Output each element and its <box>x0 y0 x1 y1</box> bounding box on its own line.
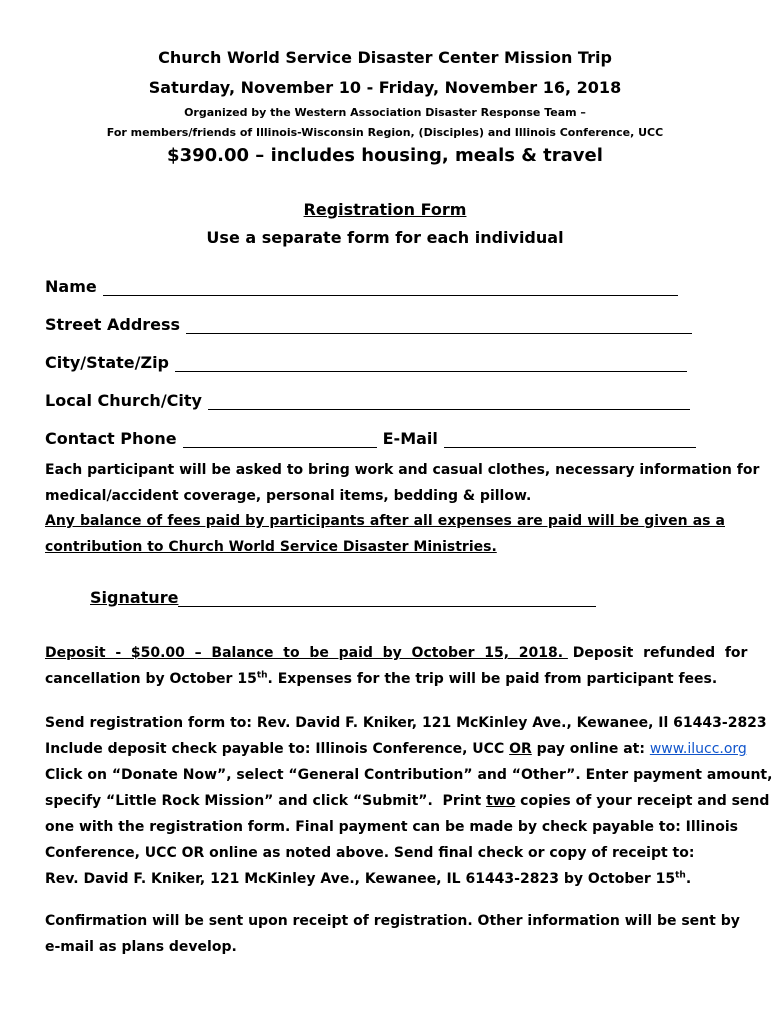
name-label: Name <box>45 277 97 296</box>
send-instructions-paragraph <box>45 710 772 892</box>
bring-line-1: Each participant will be asked to bring work and casual clothes, necessary information for <box>45 462 760 478</box>
local-church-label: Local Church/City <box>45 391 202 410</box>
confirm-line-1: Confirmation will be sent upon receipt of registration. Other information will be sent by <box>45 913 740 929</box>
signature-blank[interactable] <box>178 588 596 607</box>
specify-text: specify “Little Rock Mission” and click “Submit”. Print <box>45 793 487 809</box>
deposit-expenses-text: . Expenses for the trip will be paid from participant fees. <box>267 671 718 687</box>
balance-line-2: contribution to Church World Service Disaster Ministries. <box>45 539 497 555</box>
contact-phone-label: Contact Phone <box>45 429 177 448</box>
confirmation-paragraph <box>45 908 740 960</box>
page-title: Church World Service Disaster Center Mission Trip <box>158 48 612 67</box>
street-address-label: Street Address <box>45 315 181 334</box>
local-church-field[interactable] <box>45 384 690 410</box>
ilucc-link[interactable]: www.ilucc.org <box>649 741 747 757</box>
trip-price: $390.00 – includes housing, meals & travel <box>167 145 603 166</box>
deposit-terms: Deposit - $50.00 – Balance to be paid by October 15, 2018. <box>45 645 568 661</box>
contact-row <box>45 422 696 448</box>
copies-text: copies of your receipt and send <box>515 793 770 809</box>
deposit-line-2 <box>45 666 725 692</box>
send-line-4 <box>45 788 770 814</box>
email-blank[interactable] <box>444 429 696 448</box>
final-period: . <box>685 871 692 887</box>
email-label: E-Mail <box>382 429 438 448</box>
superscript-th: th <box>256 670 268 681</box>
pay-online-text: pay online at: <box>531 741 650 757</box>
deposit-cancel-text: cancellation by October 15 <box>45 671 257 687</box>
confirm-line-2: e-mail as plans develop. <box>45 939 237 955</box>
send-line-3: Click on “Donate Now”, select “General Contribution” and “Other”. Enter payment amount, <box>45 767 772 783</box>
organizer-line-2: For members/friends of Illinois-Wisconsin Region, (Disciples) and Illinois Conference, UCC <box>106 126 664 139</box>
form-title: Registration Form <box>303 200 467 219</box>
superscript-th-2: th <box>675 870 686 881</box>
name-blank[interactable] <box>103 277 678 296</box>
form-subtitle: Use a separate form for each individual <box>206 228 564 247</box>
send-line-1: Send registration form to: Rev. David F. Kniker, 121 McKinley Ave., Kewanee, Il 61443-2823 <box>45 715 767 731</box>
balance-paragraph <box>45 508 725 560</box>
send-line-6: Conference, UCC OR online as noted above. Send final check or copy of receipt to: <box>45 845 695 861</box>
or-text: OR <box>509 741 532 757</box>
bring-line-2: medical/accident coverage, personal items, bedding & pillow. <box>45 488 532 504</box>
name-field[interactable] <box>45 270 678 296</box>
street-address-field[interactable] <box>45 308 692 334</box>
organizer-line-1: Organized by the Western Association Disaster Response Team – <box>184 106 586 119</box>
local-church-blank[interactable] <box>208 391 690 410</box>
contact-phone-blank[interactable] <box>183 429 377 448</box>
city-state-zip-label: City/State/Zip <box>45 353 169 372</box>
bring-items-paragraph <box>45 457 760 509</box>
deposit-line-1 <box>45 640 748 666</box>
city-state-zip-field[interactable] <box>45 346 687 372</box>
balance-line-1: Any balance of fees paid by participants after all expenses are paid will be given as a <box>45 513 725 529</box>
send-deposit-text: Include deposit check payable to: Illinois Conference, UCC <box>45 741 510 757</box>
signature-label: Signature <box>90 588 179 607</box>
send-line-7 <box>45 866 725 892</box>
deposit-paragraph <box>45 640 748 692</box>
city-state-zip-blank[interactable] <box>175 353 687 372</box>
send-line-2 <box>45 736 747 762</box>
street-address-blank[interactable] <box>186 315 692 334</box>
signature-field[interactable] <box>90 588 596 607</box>
two-text: two <box>486 793 516 809</box>
final-address-text: Rev. David F. Kniker, 121 McKinley Ave., Kewanee, IL 61443-2823 by October 15 <box>45 871 676 887</box>
send-line-5: one with the registration form. Final payment can be made by check payable to: Illinois <box>45 819 738 835</box>
deposit-refund: Deposit refunded for <box>567 645 748 661</box>
trip-dates: Saturday, November 10 - Friday, November 16, 2018 <box>148 78 622 97</box>
